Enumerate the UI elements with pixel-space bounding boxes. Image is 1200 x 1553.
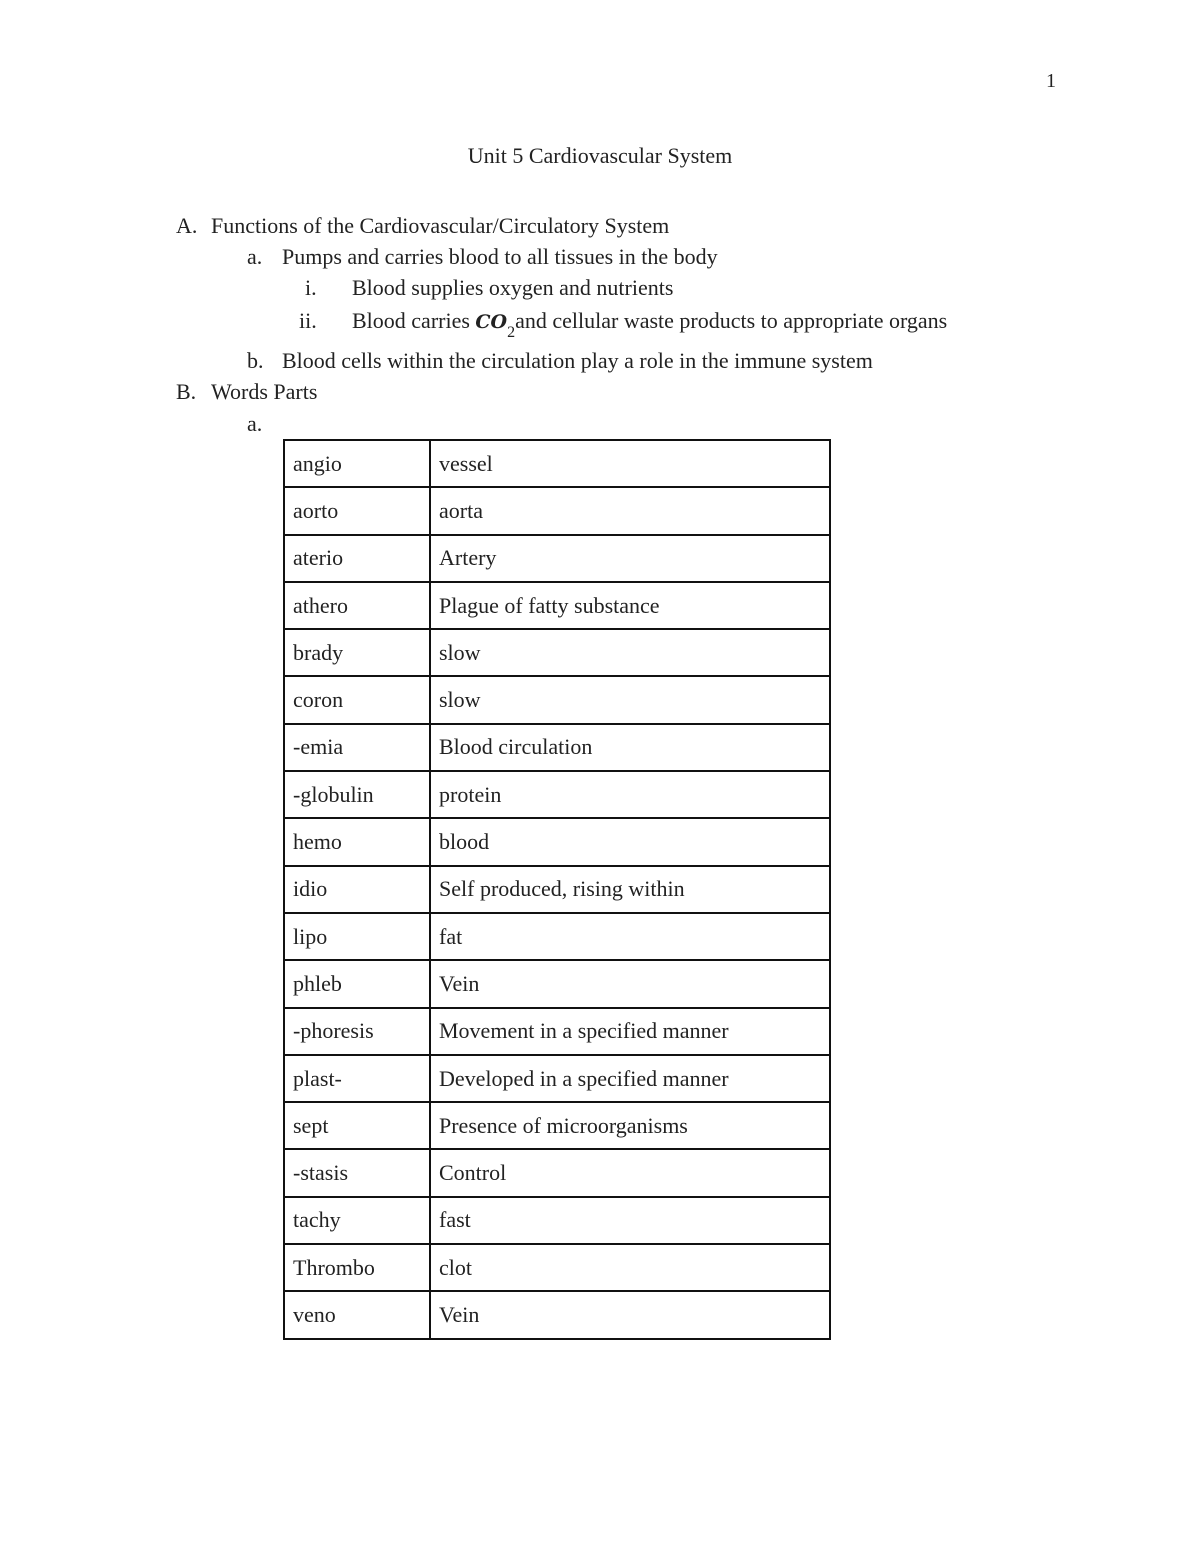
word-parts-body (284, 440, 830, 1339)
word-part-cell: athero (284, 582, 430, 629)
table-row (284, 866, 830, 913)
meaning-cell: Artery (430, 535, 830, 582)
table-row (284, 487, 830, 534)
word-part-cell: -stasis (284, 1149, 430, 1196)
sub-ii-line (352, 307, 948, 341)
meaning-cell: Vein (430, 1291, 830, 1338)
word-part-cell: Thrombo (284, 1244, 430, 1291)
section-b-heading: Words Parts (211, 379, 318, 404)
table-row (284, 913, 830, 960)
table-row (284, 629, 830, 676)
co2-subscript: 2 (507, 324, 516, 341)
meaning-cell: Vein (430, 960, 830, 1007)
meaning-cell: blood (430, 818, 830, 865)
word-part-cell: lipo (284, 913, 430, 960)
meaning-cell: fast (430, 1197, 830, 1244)
meaning-cell: aorta (430, 487, 830, 534)
word-part-cell: idio (284, 866, 430, 913)
meaning-cell: Developed in a specified manner (430, 1055, 830, 1102)
meaning-cell: Self produced, rising within (430, 866, 830, 913)
page-title: Unit 5 Cardiovascular System (467, 143, 733, 168)
meaning-cell: Control (430, 1149, 830, 1196)
meaning-cell: slow (430, 676, 830, 723)
page-number: 1 (1046, 70, 1056, 92)
co2-formula: CO (475, 311, 508, 333)
meaning-cell: Presence of microorganisms (430, 1102, 830, 1149)
table-row (284, 582, 830, 629)
section-b-marker: B. (176, 379, 197, 404)
word-part-cell: plast- (284, 1055, 430, 1102)
table-row (284, 1008, 830, 1055)
section-a-heading: Functions of the Cardiovascular/Circulatory System (211, 213, 670, 238)
word-part-cell: -emia (284, 724, 430, 771)
word-part-cell: aorto (284, 487, 430, 534)
table-row (284, 1244, 830, 1291)
word-part-cell: hemo (284, 818, 430, 865)
sub-i-text: Blood supplies oxygen and nutrients (352, 275, 674, 300)
item-b-marker: b. (247, 348, 264, 373)
table-row (284, 440, 830, 487)
table-row (284, 676, 830, 723)
table-row (284, 1291, 830, 1338)
section-a-marker: A. (176, 213, 198, 238)
meaning-cell: protein (430, 771, 830, 818)
meaning-cell: Blood circulation (430, 724, 830, 771)
word-part-cell: -globulin (284, 771, 430, 818)
table-row (284, 771, 830, 818)
sub-ii-text-before: Blood carries (352, 308, 476, 333)
table-row (284, 535, 830, 582)
word-part-cell: -phoresis (284, 1008, 430, 1055)
word-part-cell: tachy (284, 1197, 430, 1244)
item-a-text: Pumps and carries blood to all tissues in the body (282, 244, 718, 269)
meaning-cell: fat (430, 913, 830, 960)
word-part-cell: veno (284, 1291, 430, 1338)
word-part-cell: coron (284, 676, 430, 723)
meaning-cell: clot (430, 1244, 830, 1291)
word-part-cell: brady (284, 629, 430, 676)
table-row (284, 724, 830, 771)
table-row (284, 960, 830, 1007)
meaning-cell: vessel (430, 440, 830, 487)
section-b-item-a-marker: a. (247, 411, 263, 436)
word-part-cell: aterio (284, 535, 430, 582)
sub-i-marker: i. (305, 275, 317, 300)
meaning-cell: Movement in a specified manner (430, 1008, 830, 1055)
word-part-cell: angio (284, 440, 430, 487)
word-part-cell: sept (284, 1102, 430, 1149)
table-row (284, 1102, 830, 1149)
meaning-cell: Plague of fatty substance (430, 582, 830, 629)
item-b-text: Blood cells within the circulation play a role in the immune system (282, 348, 873, 373)
table-row (284, 1149, 830, 1196)
table-row (284, 818, 830, 865)
word-part-cell: phleb (284, 960, 430, 1007)
sub-ii-text-after: and cellular waste products to appropriate organs (515, 308, 948, 333)
sub-ii-marker: ii. (299, 308, 317, 333)
table-row (284, 1197, 830, 1244)
item-a-marker: a. (247, 244, 263, 269)
word-parts-table (283, 439, 831, 1340)
table-row (284, 1055, 830, 1102)
meaning-cell: slow (430, 629, 830, 676)
